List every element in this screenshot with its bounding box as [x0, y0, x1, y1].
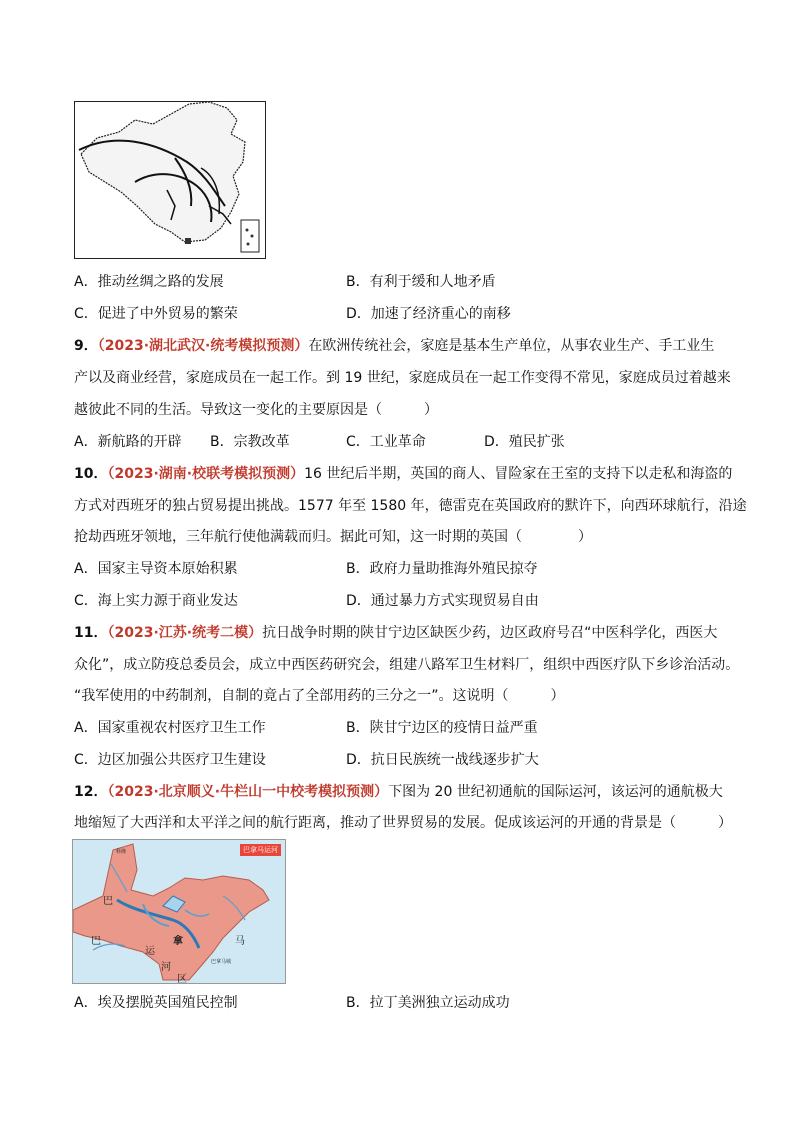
q12-number: 12．: [74, 784, 108, 800]
q10-option-d: D．通过暴力方式实现贸易自由: [346, 593, 539, 609]
map-label-5: 运: [145, 946, 155, 957]
q10-stem-1: 16 世纪后半期，英国的商人、冒险家在王室的支持下以走私和海盗的: [304, 466, 733, 482]
q9-option-b: B．宗教改革: [210, 434, 290, 450]
map-label-6: 河: [161, 962, 171, 973]
china-map-drawing: [75, 102, 265, 258]
map-city-panama: 巴拿马城: [211, 959, 232, 965]
q10-option-b: B．政府力量助推海外殖民掠夺: [346, 561, 538, 577]
panama-map-drawing: [73, 840, 285, 983]
q10-number: 10．: [74, 466, 108, 482]
q11-stem-1: 抗日战争时期的陕甘宁边区缺医少药，边区政府号召“中医科学化，西医大: [262, 625, 718, 641]
q9-option-a: A．新航路的开辟: [74, 434, 182, 450]
map-city-colon: 科隆: [116, 849, 127, 855]
q9-number: 9．: [74, 338, 98, 354]
panama-canal-map: [72, 839, 286, 984]
q9-stem-1: 在欧洲传统社会，家庭是基本生产单位，从事农业生产、手工业生: [308, 338, 715, 354]
q11-option-a: A．国家重视农村医疗卫生工作: [74, 720, 266, 736]
q12-option-b: B．拉丁美洲独立运动成功: [346, 995, 510, 1011]
q9-stem-line-3: 越彼此不同的生活。导致这一变化的主要原因是（ ）: [74, 402, 438, 418]
q10-stem-line-2: 方式对西班牙的独占贸易提出挑战。1577 年至 1580 年，德雷克在英国政府的默许下，向西环球航行，沿途: [74, 498, 747, 514]
q9-option-d: D．殖民扩张: [484, 434, 565, 450]
china-map-image: [74, 101, 266, 259]
q11-option-c: C．边区加强公共医疗卫生建设: [74, 752, 266, 768]
q11-stem-line-1: [74, 624, 717, 642]
q9-stem-line-1: [74, 337, 714, 355]
q11-source: （2023·江苏·统考二模）: [107, 625, 263, 641]
map-label-1: 巴: [103, 896, 113, 907]
q8-option-b: B．有利于缓和人地矛盾: [346, 274, 496, 290]
q8-option-c: C．促进了中外贸易的繁荣: [74, 306, 238, 322]
q12-source: （2023·北京顺义·牛栏山一中校考模拟预测）: [107, 784, 389, 800]
map-label-4: 马: [235, 936, 245, 947]
q10-stem-line-3: 抢劫西班牙领地，三年航行使他满载而归。据此可知，这一时期的英国（ ）: [74, 529, 592, 545]
q10-option-a: A．国家主导资本原始积累: [74, 561, 238, 577]
panama-map-title: 巴拿马运河: [240, 844, 281, 856]
q11-stem-line-3: “我军使用的中药制剂，自制的竟占了全部用药的三分之一”。这说明（ ）: [74, 688, 565, 704]
q11-number: 11．: [74, 625, 108, 641]
q12-option-a: A．埃及摆脱英国殖民控制: [74, 995, 238, 1011]
q11-option-d: D．抗日民族统一战线逐步扩大: [346, 752, 539, 768]
q8-option-a: A．推动丝绸之路的发展: [74, 274, 224, 290]
q8-option-d: D．加速了经济重心的南移: [346, 306, 511, 322]
q10-option-c: C．海上实力源于商业发达: [74, 593, 238, 609]
q12-stem-line-2: 地缩短了大西洋和太平洋之间的航行距离，推动了世界贸易的发展。促成该运河的开通的背景是（ ）: [74, 815, 732, 831]
map-label-7: 区: [177, 974, 187, 984]
q10-stem-line-1: [74, 465, 732, 483]
q12-stem-line-1: [74, 783, 723, 801]
q9-stem-line-2: 产以及商业经营，家庭成员在一起工作。到 19 世纪，家庭成员在一起工作变得不常见，家庭成员过着越来: [74, 370, 731, 386]
q12-stem-1: 下图为 20 世纪初通航的国际运河，该运河的通航极大: [388, 784, 723, 800]
q11-stem-line-2: 众化”，成立防疫总委员会，成立中西医药研究会，组建八路军卫生材料厂，组织中西医疗队下乡诊治活动。: [74, 657, 740, 673]
map-label-3: 拿: [173, 936, 183, 947]
q9-option-c: C．工业革命: [346, 434, 426, 450]
q11-option-b: B．陕甘宁边区的疫情日益严重: [346, 720, 538, 736]
q9-source: （2023·湖北武汉·统考模拟预测）: [97, 338, 309, 354]
q10-source: （2023·湖南·校联考模拟预测）: [107, 466, 305, 482]
map-label-2: 巴: [91, 936, 101, 947]
